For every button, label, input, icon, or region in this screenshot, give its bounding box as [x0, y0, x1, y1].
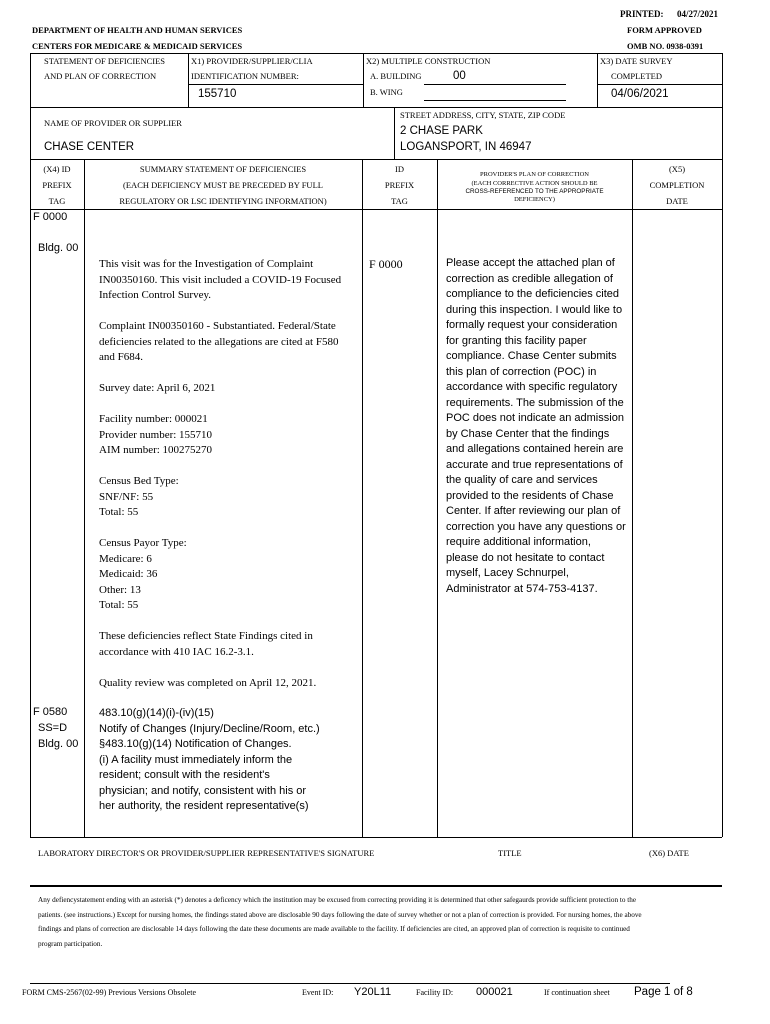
title-label: TITLE	[498, 848, 522, 858]
form-approved: FORM APPROVED	[627, 25, 702, 35]
divider-prefix	[84, 159, 85, 837]
summary-para-facility: Facility number: 000021 Provider number: 155710 AIM number: 100275270	[99, 413, 213, 456]
facility-id-label: Facility ID:	[416, 988, 454, 997]
summary-header-1: SUMMARY STATEMENT OF DEFICIENCIES	[139, 164, 307, 174]
bldg-f0580: Bldg. 00	[38, 738, 79, 750]
summary-para-census-payor: Census Payor Type: Medicare: 6 Medicaid: 36 Other: 13 Total: 55	[99, 537, 187, 611]
x5-header-3: DATE	[666, 196, 688, 206]
x4-header-1: (X4) ID	[43, 164, 71, 174]
divider-x2	[363, 53, 364, 107]
footer-line	[30, 983, 670, 984]
facility-id-value: 000021	[476, 986, 513, 998]
plan-header-1: PROVIDER'S PLAN OF CORRECTION	[480, 171, 589, 178]
wing-label: B. WING	[370, 87, 403, 97]
summary-header-2: (EACH DEFICIENCY MUST BE PRECEDED BY FULL	[123, 180, 323, 190]
event-id-label: Event ID:	[302, 988, 334, 997]
form-number: FORM CMS-2567(02-99) Previous Versions Obsolete	[22, 988, 197, 997]
x6-date-label: (X6) DATE	[649, 848, 689, 858]
x5-header-2: COMPLETION	[649, 180, 705, 190]
provider-name-value: CHASE CENTER	[44, 141, 135, 153]
printed-label: PRINTED:	[620, 9, 664, 19]
signature-bottom-line	[30, 885, 722, 887]
id-header-1: ID	[395, 164, 404, 174]
box-header-line	[30, 159, 722, 160]
summary-para-visit: This visit was for the Investigation of Complaint IN00350160. This visit included a COVID-19 Focused Infection Control Survey.	[99, 258, 342, 301]
x3-label-2: COMPLETED	[611, 71, 662, 81]
address-line-1: 2 CHASE PARK	[400, 125, 483, 137]
provider-name-label: NAME OF PROVIDER OR SUPPLIER	[44, 118, 182, 128]
x4-header-2: PREFIX	[42, 180, 72, 190]
x3-separator	[597, 84, 722, 85]
continuation-label: If continuation sheet	[544, 988, 610, 997]
divider-address	[394, 107, 395, 159]
x3-label-1: X3) DATE SURVEY	[600, 56, 673, 66]
event-id-value: Y20L11	[354, 986, 392, 998]
address-line-2: LOGANSPORT, IN 46947	[400, 141, 532, 153]
address-label: STREET ADDRESS, CITY, STATE, ZIP CODE	[400, 110, 566, 120]
wing-underline	[424, 100, 566, 101]
divider-plan	[632, 159, 633, 837]
plan-of-correction: Please accept the attached plan of correction as credible allegation of compliance to the deficiencies cited during this inspection. I would like to formally request your consideration for granting this facility paper compliance. Chase Center submits this plan of correction (POC) in accordance with specific regulatory requirements. The submission of the POC does not indicate an admission by Chase Center that the findings and allegations contained herein are accurate and true representations of the quality of care and services provided to the residents of Chase Center. If after reviewing our plan of correction you have any questions or require additional information, please do not hesitate to contact myself, Lacey Schnurpel, Administrator at 574-753-4137.	[446, 257, 626, 595]
id-header-2: PREFIX	[384, 180, 415, 190]
right-border	[722, 53, 723, 837]
department-name: DEPARTMENT OF HEALTH AND HUMAN SERVICES	[32, 25, 243, 35]
building-underline	[424, 84, 566, 85]
building-label: A. BUILDING	[370, 71, 422, 81]
summary-para-survey-date: Survey date: April 6, 2021	[99, 382, 216, 394]
id-tag-f0000: F 0000	[369, 257, 403, 271]
tag-f0580: F 0580	[33, 706, 68, 718]
page-number: Page 1 of 8	[634, 986, 693, 998]
box-top-line	[30, 53, 722, 54]
statement-label-1: STATEMENT OF DEFICIENCIES	[44, 56, 166, 66]
columns-header-line	[30, 209, 722, 210]
divider-x3	[597, 53, 598, 107]
bldg-f0000: Bldg. 00	[38, 242, 79, 254]
x1-separator	[188, 84, 363, 85]
ss-f0580: SS=D	[38, 722, 68, 734]
summary-f0000	[99, 257, 357, 691]
summary-header-3: REGULATORY OR LSC IDENTIFYING INFORMATION)	[119, 196, 327, 206]
x1-label-2: IDENTIFICATION NUMBER:	[191, 71, 299, 81]
director-signature-label: LABORATORY DIRECTOR'S OR PROVIDER/SUPPLIER REPRESENTATIVE'S SIGNATURE	[38, 848, 375, 858]
omb-number: OMB NO. 0938-0391	[627, 41, 704, 51]
statement-label-2: AND PLAN OF CORRECTION	[44, 71, 157, 81]
divider-summary	[362, 159, 363, 837]
x5-header-1: (X5)	[668, 164, 686, 174]
summary-para-quality-review: Quality review was completed on April 12, 2021.	[99, 676, 317, 689]
summary-f0580: 483.10(g)(14)(i)-(iv)(15) Notify of Changes (Injury/Decline/Room, etc.) §483.10(g)(14) Notification of Changes. (i) A facility must immediately inform the resident; consult with the resident's physician; and notify, consistent with his or her authority, the resident representative(s)	[99, 707, 320, 812]
summary-para-complaint: Complaint IN00350160 - Substantiated. Federal/State deficiencies related to the allegations are cited at F580 and F684.	[99, 320, 339, 363]
table-bottom-line	[30, 837, 722, 838]
footnote: Any defiencystatement ending with an asterisk (*) denotes a deficency which the institution may be excused from correcting providing it is determined that other safegaurds provide sufficient protection to the patients. (see instructions.) Except for nursing homes, the findings stated above are disclosable 90 days following the date of survey whether or not a plan of correction is provided. For nursing homes, the above findings and plans of correction are disclosable 14 days following the date these documents are made available to the facility. If deficiencies are cited, an approved plan of correction is requisite to continued program participation.	[38, 896, 642, 949]
x1-label-1: X1) PROVIDER/SUPPLIER/CLIA	[191, 56, 313, 66]
building-value: 00	[453, 70, 466, 82]
plan-header-3: CROSS-REFERENCED TO THE APPROPRIATE	[465, 188, 604, 195]
x4-header-3: TAG	[48, 196, 66, 206]
id-header-3: TAG	[391, 196, 408, 206]
tag-f0000: F 0000	[33, 211, 68, 223]
box-mid-line	[30, 107, 722, 108]
summary-para-census-bed: Census Bed Type: SNF/NF: 55 Total: 55	[99, 475, 179, 518]
provider-id-value: 155710	[198, 88, 237, 100]
divider-x1	[188, 53, 189, 107]
divider-id	[437, 159, 438, 837]
x2-label: X2) MULTIPLE CONSTRUCTION	[366, 56, 491, 66]
printed-date: 04/27/2021	[677, 9, 719, 19]
survey-date-value: 04/06/2021	[611, 88, 669, 100]
plan-header-2: (EACH CORRECTIVE ACTION SHOULD BE	[471, 180, 598, 187]
centers-name: CENTERS FOR MEDICARE & MEDICAID SERVICES	[32, 41, 243, 51]
summary-para-state-findings: These deficiencies reflect State Findings cited in accordance with 410 IAC 16.2-3.1.	[99, 630, 313, 658]
plan-header-4: DEFICIENCY)	[514, 196, 555, 203]
